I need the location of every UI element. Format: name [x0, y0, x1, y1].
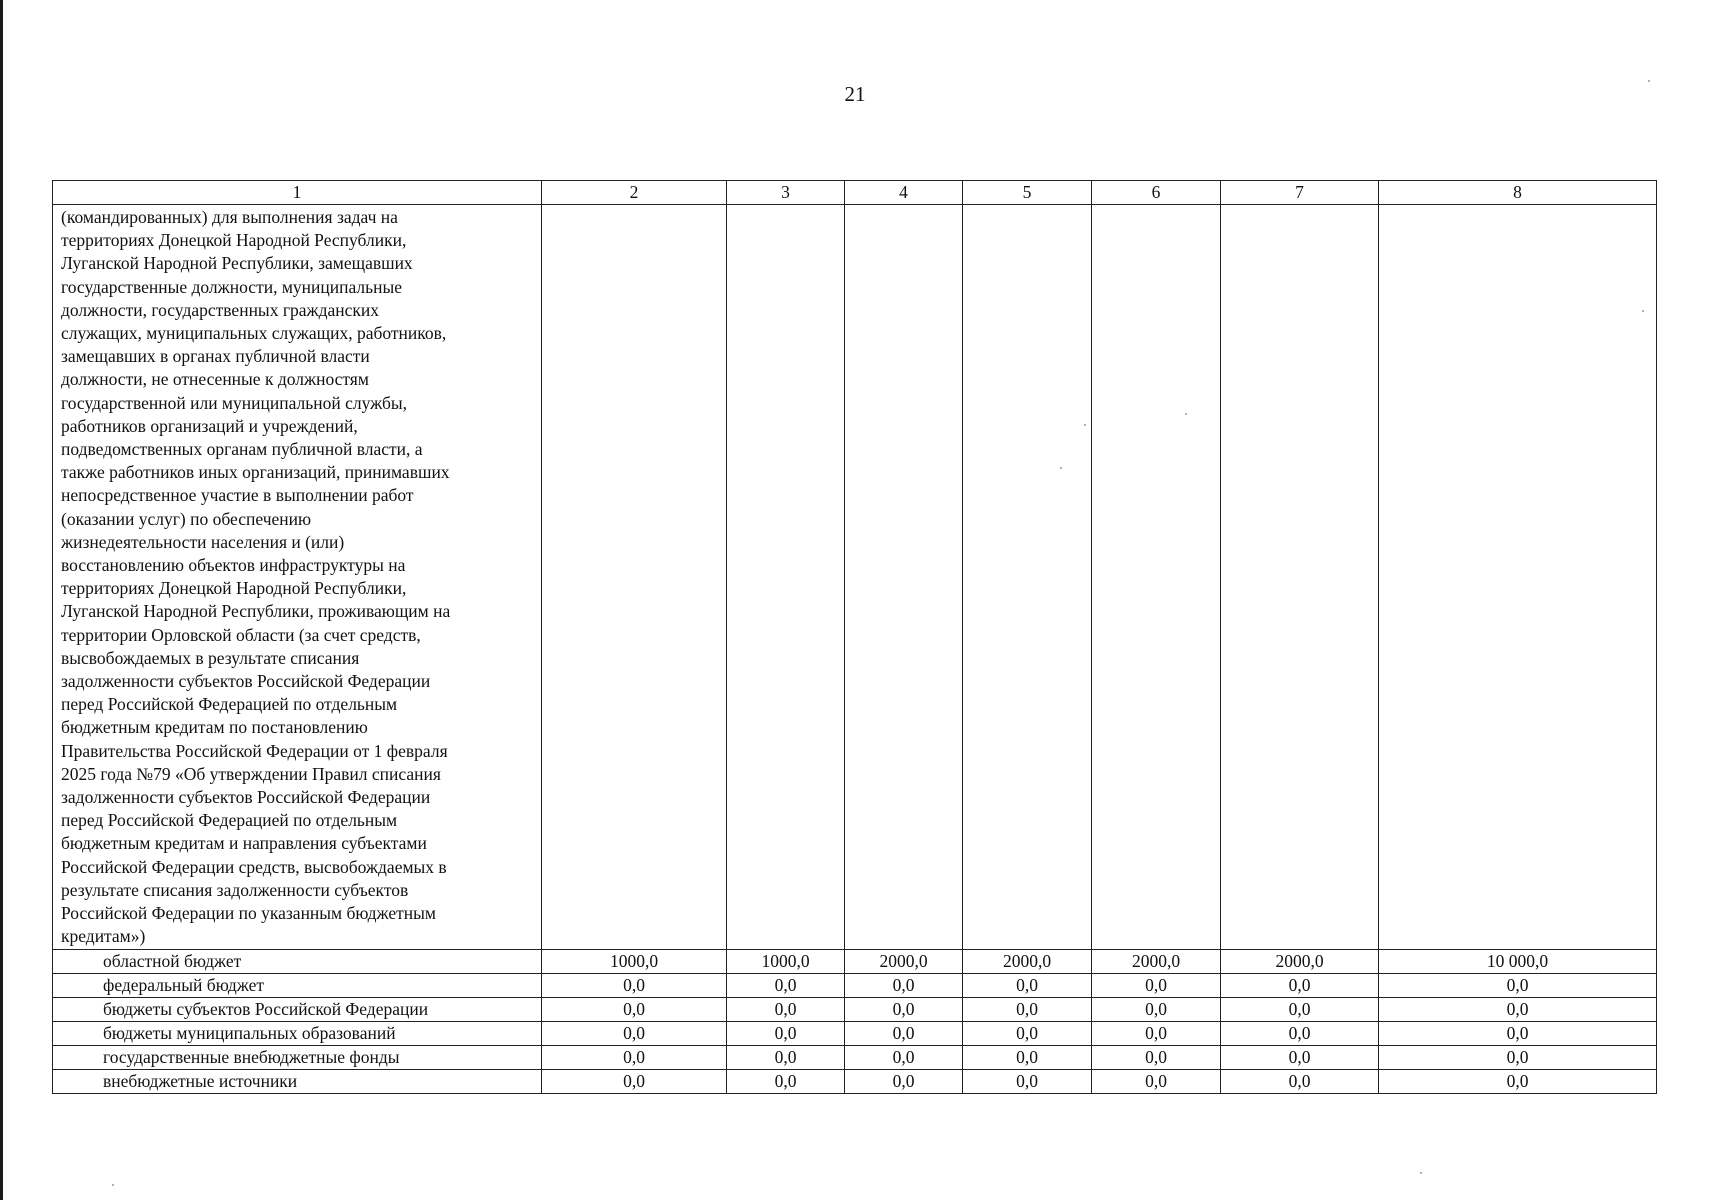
description-line: непосредственное участие в выполнении работ: [61, 485, 414, 506]
scan-speck: [1648, 80, 1650, 82]
value-cell: 0,0: [845, 1069, 963, 1093]
empty-cell: [542, 205, 727, 950]
funding-source-label: бюджеты субъектов Российской Федерации: [53, 997, 542, 1021]
value-cell: 0,0: [1221, 1069, 1379, 1093]
funding-source-label: государственные внебюджетные фонды: [53, 1045, 542, 1069]
budget-table: [52, 180, 1657, 1094]
funding-row: [53, 1045, 1657, 1069]
value-cell: 0,0: [727, 1045, 845, 1069]
empty-cell: [1092, 205, 1221, 950]
description-line: высвобождаемых в результате списания: [61, 647, 360, 668]
value-cell: 0,0: [542, 973, 727, 997]
funding-row: [53, 1021, 1657, 1045]
description-line: работников организаций и учреждений,: [61, 415, 358, 436]
value-cell: 2000,0: [1221, 949, 1379, 973]
column-header: 7: [1221, 181, 1379, 205]
description-line: Луганской Народной Республики, проживающим на: [61, 601, 451, 622]
description-line: жизнедеятельности населения и (или): [61, 531, 345, 552]
value-cell: 0,0: [727, 1069, 845, 1093]
description-line: задолженности субъектов Российской Федерации: [61, 787, 431, 808]
description-line: государственные должности, муниципальные: [61, 276, 403, 297]
value-cell: 0,0: [1221, 1045, 1379, 1069]
column-header: 6: [1092, 181, 1221, 205]
funding-row: [53, 1069, 1657, 1093]
description-line: должности, не отнесенные к должностям: [61, 369, 369, 390]
value-cell: 2000,0: [1092, 949, 1221, 973]
column-header: 3: [727, 181, 845, 205]
funding-source-label: внебюджетные источники: [53, 1069, 542, 1093]
value-cell: 1000,0: [542, 949, 727, 973]
value-cell: 2000,0: [845, 949, 963, 973]
value-cell: 0,0: [542, 1021, 727, 1045]
column-header: 2: [542, 181, 727, 205]
value-cell: 0,0: [727, 1021, 845, 1045]
page-number: 21: [844, 82, 866, 106]
description-row: [53, 205, 1657, 950]
scan-speck: [1420, 1172, 1422, 1174]
value-cell: 0,0: [727, 973, 845, 997]
scan-speck: [1084, 424, 1086, 426]
value-cell: 0,0: [542, 1045, 727, 1069]
description-line: подведомственных органам публичной власти, а: [61, 439, 423, 460]
value-cell: 0,0: [963, 1021, 1092, 1045]
value-cell: 0,0: [1221, 1021, 1379, 1045]
value-cell: 0,0: [1221, 973, 1379, 997]
column-header: 8: [1379, 181, 1657, 205]
funding-row: [53, 997, 1657, 1021]
value-cell: 0,0: [963, 973, 1092, 997]
page-left-edge: [0, 0, 3, 1200]
description-line: бюджетным кредитам и направления субъектами: [61, 833, 427, 854]
value-cell: 0,0: [845, 997, 963, 1021]
funding-source-label: бюджеты муниципальных образований: [53, 1021, 542, 1045]
value-cell: 0,0: [542, 997, 727, 1021]
value-cell: 0,0: [845, 973, 963, 997]
scan-speck: [1642, 310, 1644, 312]
empty-cell: [845, 205, 963, 950]
value-cell: 0,0: [1092, 1069, 1221, 1093]
total-value-cell: 0,0: [1379, 973, 1657, 997]
value-cell: 0,0: [1092, 1045, 1221, 1069]
total-value-cell: 0,0: [1379, 1069, 1657, 1093]
description-line: Российской Федерации средств, высвобождаемых в: [61, 856, 447, 877]
funding-row: [53, 949, 1657, 973]
description-line: Российской Федерации по указанным бюджетным: [61, 903, 436, 924]
description-line: кредитам»): [61, 926, 146, 947]
description-line: восстановлению объектов инфраструктуры на: [61, 555, 406, 576]
value-cell: 0,0: [963, 997, 1092, 1021]
column-header: 4: [845, 181, 963, 205]
description-line: территориях Донецкой Народной Республики,: [61, 578, 407, 599]
scan-speck: [112, 1184, 114, 1186]
funding-row: [53, 973, 1657, 997]
value-cell: 0,0: [845, 1045, 963, 1069]
value-cell: 0,0: [963, 1069, 1092, 1093]
description-line: также работников иных организаций, принимавших: [61, 462, 450, 483]
description-line: задолженности субъектов Российской Федерации: [61, 671, 431, 692]
empty-cell: [727, 205, 845, 950]
description-line: (командированных) для выполнения задач на: [61, 207, 398, 227]
column-header-row: [53, 181, 1657, 205]
description-line: территории Орловской области (за счет средств,: [61, 624, 421, 645]
description-line: территориях Донецкой Народной Республики,: [61, 230, 407, 251]
value-cell: 0,0: [1092, 997, 1221, 1021]
value-cell: 0,0: [1221, 997, 1379, 1021]
description-line: (оказании услуг) по обеспечению: [61, 508, 312, 529]
value-cell: 0,0: [542, 1069, 727, 1093]
total-value-cell: 0,0: [1379, 1045, 1657, 1069]
total-value-cell: 0,0: [1379, 1021, 1657, 1045]
value-cell: 0,0: [845, 1021, 963, 1045]
funding-source-label: областной бюджет: [53, 949, 542, 973]
description-line: замещавших в органах публичной власти: [61, 346, 370, 367]
column-header: 1: [53, 181, 542, 205]
description-line: Правительства Российской Федерации от 1 февраля: [61, 740, 448, 761]
value-cell: 1000,0: [727, 949, 845, 973]
column-header: 5: [963, 181, 1092, 205]
description-line: перед Российской Федерацией по отдельным: [61, 694, 398, 715]
description-line: результате списания задолженности субъектов: [61, 879, 409, 900]
description-line: государственной или муниципальной службы,: [61, 392, 407, 413]
total-value-cell: 0,0: [1379, 997, 1657, 1021]
description-line: должности, государственных гражданских: [61, 299, 380, 320]
scan-speck: [1060, 467, 1062, 469]
value-cell: 0,0: [1092, 973, 1221, 997]
empty-cell: [1221, 205, 1379, 950]
description-cell: [53, 205, 542, 950]
description-line: служащих, муниципальных служащих, работников,: [61, 323, 447, 344]
description-line: перед Российской Федерацией по отдельным: [61, 810, 398, 831]
value-cell: 2000,0: [963, 949, 1092, 973]
value-cell: 0,0: [963, 1045, 1092, 1069]
total-value-cell: 10 000,0: [1379, 949, 1657, 973]
empty-cell: [963, 205, 1092, 950]
description-line: 2025 года №79 «Об утверждении Правил списания: [61, 763, 441, 784]
description-line: Луганской Народной Республики, замещавших: [61, 253, 413, 274]
value-cell: 0,0: [1092, 1021, 1221, 1045]
funding-source-label: федеральный бюджет: [53, 973, 542, 997]
empty-cell: [1379, 205, 1657, 950]
scan-speck: [1185, 413, 1187, 415]
value-cell: 0,0: [727, 997, 845, 1021]
description-line: бюджетным кредитам по постановлению: [61, 717, 368, 738]
